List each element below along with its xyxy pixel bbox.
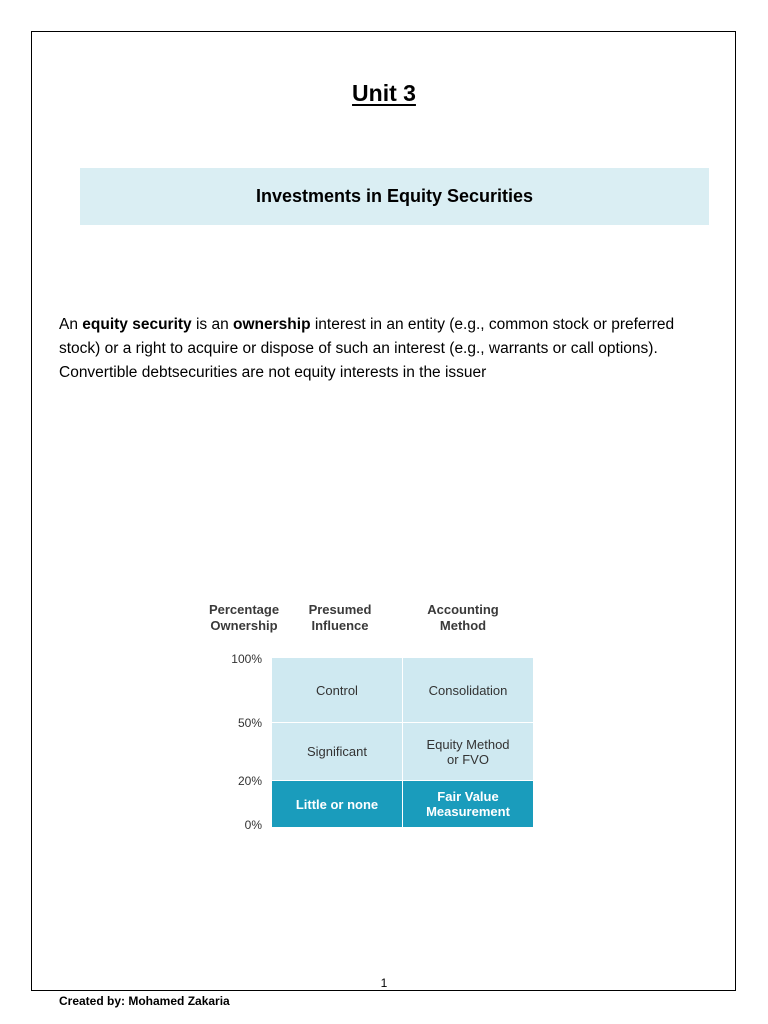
cell-method-fair-value: Fair Value Measurement (403, 781, 533, 827)
page-number: 1 (380, 976, 388, 990)
threshold-100: 100% (231, 652, 262, 666)
unit-title: Unit 3 (352, 80, 416, 106)
footer-credit: Created by: Mohamed Zakaria (59, 994, 230, 1008)
section-banner (80, 168, 709, 225)
definition-rest: interest in an entity (e.g., common stock or preferred stock) or a right to acquire or dispose of such an interest (e.g., warrants or call options). Convertible debtsecurities are not equity interests in the issuer (59, 316, 675, 381)
header-presumed-influence: Presumed Influence (308, 602, 372, 633)
cell-influence-little: Little or none (272, 781, 402, 827)
term-equity-security: equity security (82, 316, 192, 333)
threshold-50: 50% (237, 716, 262, 730)
threshold-20: 20% (237, 774, 262, 788)
cell-method-consolidation: Consolidation (403, 658, 533, 722)
ownership-grid (272, 658, 533, 827)
threshold-0: 0% (244, 818, 262, 832)
header-accounting-method: Accounting Method (427, 602, 499, 633)
cell-influence-control: Control (272, 658, 402, 722)
cell-influence-significant: Significant (272, 723, 402, 780)
definition-lead: An (59, 316, 83, 333)
equity-security-definition (59, 313, 709, 385)
definition-mid: is an (191, 316, 234, 333)
header-percentage-ownership: Percentage Ownership (208, 602, 280, 633)
term-ownership: ownership (233, 316, 311, 333)
ownership-influence-table (198, 600, 538, 840)
section-banner-title: Investments in Equity Securities (255, 186, 534, 206)
cell-method-equity: Equity Method or FVO (403, 723, 533, 780)
